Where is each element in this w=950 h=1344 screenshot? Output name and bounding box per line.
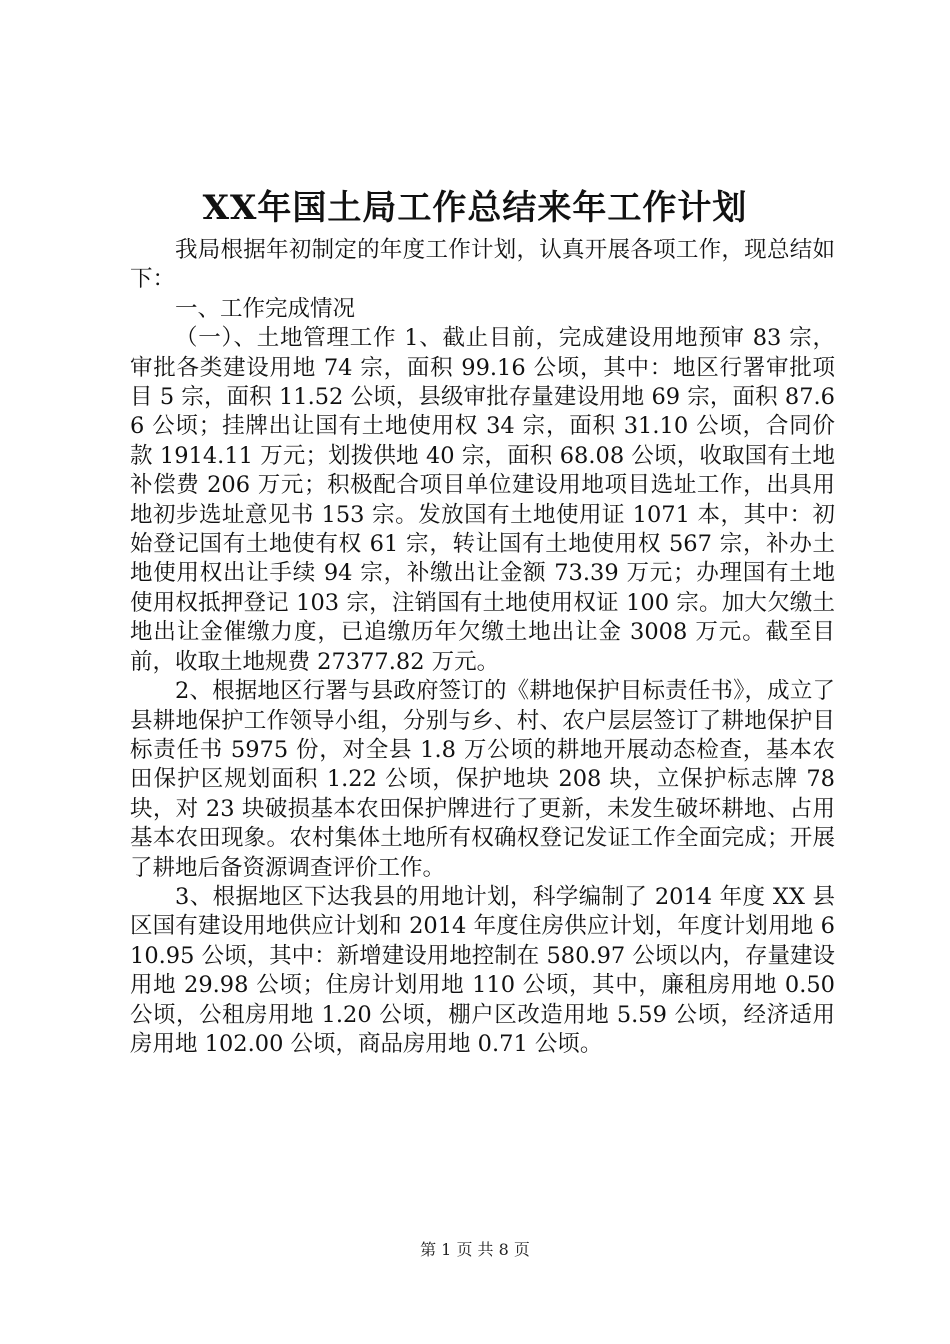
page-footer: 第 1 页 共 8 页 [420,1240,530,1259]
document-body [130,236,835,1059]
paragraph-farmland-protection: 2、根据地区行署与县政府签订的《耕地保护目标责任书》，成立了县耕地保护工作领导小组，分别与乡、村、农户层层签订了耕地保护目标责任书 5975 份，对全县 1.8 万公顷的耕地开展动态检查，基本农田保护区规划面积 1.22 公顷，保护地块 208 块，立保护标志牌 78 块，对 23 块破损基本农田保护牌进行了更新，未发生破坏耕地、占用基本农田现象。农村集体土地所有权确权登记发证工作全面完成；开展了耕地后备资源调查评价工作。 [130,678,835,881]
intro-paragraph: 我局根据年初制定的年度工作计划，认真开展各项工作，现总结如下： [130,237,835,293]
document-title: XX年国土局工作总结来年工作计划 [202,188,748,228]
paragraph-land-management: （一）、土地管理工作 1、截止目前，完成建设用地预审 83 宗，审批各类建设用地 74 宗，面积 99.16 公顷，其中：地区行署审批项目 5 宗，面积 11.52 公顷，县级审批存量建设用地 69 宗，面积 87.66 公顷；挂牌出让国有土地使用权 34 宗，面积 31.10 公顷，合同价款 1914.11 万元；划拨供地 40 宗，面积 68.08 公顷，收取国有土地补偿费 206 万元；积极配合项目单位建设用地项目选址工作，出具用地初步选址意见书 153 宗。发放国有土地使用证 1071 本，其中：初始登记国有土地使有权 61 宗，转让国有土地使用权 567 宗，补办土地使用权出让手续 94 宗，补缴出让金额 73.39 万元；办理国有土地使用权抵押登记 103 宗，注销国有土地使用权证 100 宗。加大欠缴土地出让金催缴力度，已追缴历年欠缴土地出让金 3008 万元。截至目前，收取土地规费 27377.82 万元。 [130,325,835,675]
section-heading: 一、工作完成情况 [175,295,356,322]
paragraph-land-use-plan: 3、根据地区下达我县的用地计划，科学编制了 2014 年度 XX 县区国有建设用地供应计划和 2014 年度住房供应计划，年度计划用地 610.95 公顷，其中：新增建设用地控制在 580.97 公顷以内，存量建设用地 29.98 公顷；住房计划用地 110 公顷，其中，廉租房用地 0.50 公顷，公租房用地 1.20 公顷，棚户区改造用地 5.59 公顷，经济适用房用地 102.00 公顷，商品房用地 0.71 公顷。 [130,883,835,1057]
